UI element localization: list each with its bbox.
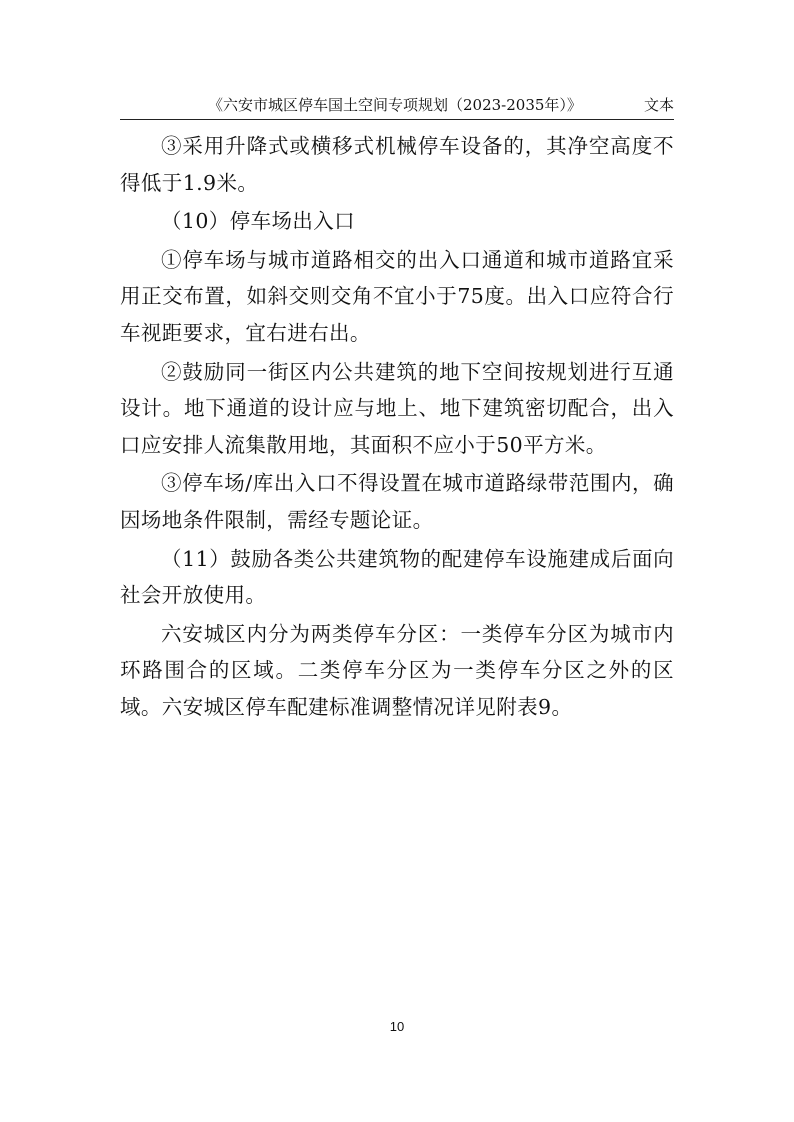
header-divider [120, 119, 674, 120]
paragraph-green-belt-restriction: ③停车场/库出入口不得设置在城市道路绿带范围内，确因场地条件限制，需经专题论证。 [120, 471, 674, 532]
running-header [120, 95, 674, 117]
paragraph-mechanical-parking-clearance: ③采用升降式或横移式机械停车设备的，其净空高度不得低于1.9米。 [120, 134, 674, 195]
document-body [120, 128, 674, 728]
page-number: 10 [389, 1019, 405, 1034]
section-label: 文本 [643, 96, 674, 114]
heading-parking-entrance-exit: （10）停车场出入口 [161, 209, 356, 234]
paragraph-public-opening: （11）鼓励各类公共建筑物的配建停车设施建成后面向社会开放使用。 [120, 546, 674, 608]
paragraph-underground-space-connection: ②鼓励同一街区内公共建筑的地下空间按规划进行互通设计。地下通道的设计应与地上、地下建筑密切配合，出入口应安排人流集散用地，其面积不应小于50平方米。 [120, 359, 674, 457]
paragraph-entrance-road-intersection: ①停车场与城市道路相交的出入口通道和城市道路宜采用正交布置，如斜交则交角不宜小于75度。出入口应符合行车视距要求，宜右进右出。 [120, 247, 674, 345]
document-title: 《六安市城区停车国土空间专项规划（2023-2035年）》 [208, 96, 582, 114]
paragraph-parking-zones: 六安城区内分为两类停车分区：一类停车分区为城市内环路围合的区域。二类停车分区为一类停车分区之外的区域。六安城区停车配建标准调整情况详见附表9。 [120, 621, 674, 719]
